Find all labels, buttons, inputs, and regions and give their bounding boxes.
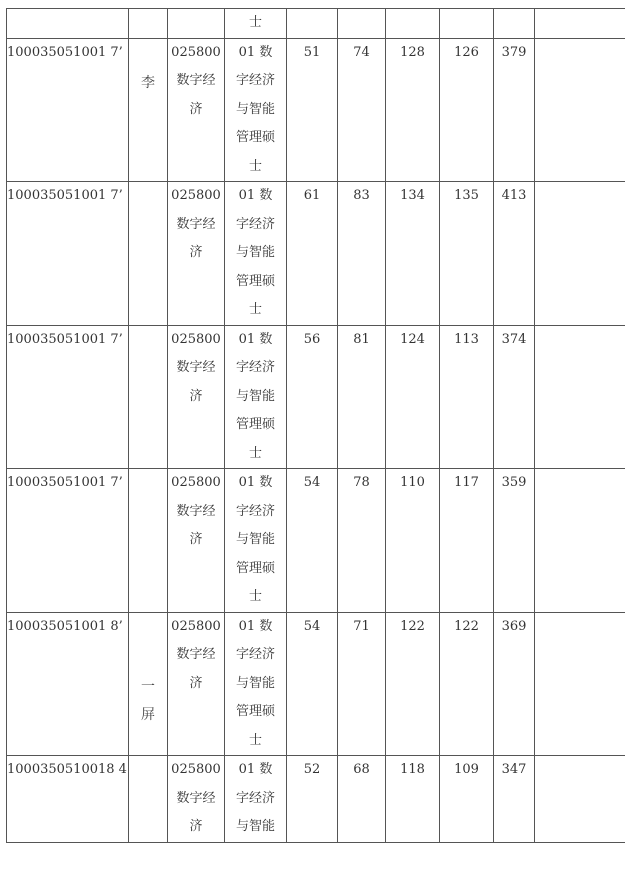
candidate-name: [129, 469, 167, 499]
candidate-name-cell: [129, 469, 168, 613]
major-text: 025800 数字经 济: [171, 44, 221, 117]
score-politics-cell: 54: [287, 612, 338, 756]
direction-text: 01 数 字经济 与智能 管理硕 士: [235, 188, 275, 317]
id-cell: [7, 9, 129, 39]
major-cell: [168, 469, 225, 613]
table-row: [7, 756, 625, 843]
score-subject1-cell: 134: [386, 182, 440, 326]
table-row: [7, 182, 625, 326]
total-score-cell: 369: [494, 612, 535, 756]
remark-cell: [535, 182, 625, 326]
score-foreign-language-cell: 81: [338, 325, 386, 469]
major-text: 025800 数字经 济: [171, 618, 221, 691]
remark-cell: [535, 38, 625, 182]
candidate-id-cell: 100035051001 7’: [7, 469, 129, 613]
major-text: 025800 数字经 济: [171, 188, 221, 260]
score-foreign-language-cell: 78: [338, 469, 386, 613]
direction-cell: [225, 756, 287, 843]
candidate-name: [129, 756, 167, 760]
major-cell: [168, 38, 225, 182]
direction-cell: [225, 182, 287, 326]
candidate-name-cell: [129, 325, 168, 469]
score-subject1-cell: 118: [386, 756, 440, 843]
major-text: 025800 数字经 济: [171, 331, 221, 404]
remark-cell: [535, 612, 625, 756]
candidate-id-cell: 100035051001 8’: [7, 612, 129, 756]
score-foreign-language-cell: 74: [338, 38, 386, 182]
major-cell: [168, 182, 225, 326]
candidate-id-cell: 100035051001 7’: [7, 182, 129, 326]
score-table: [6, 8, 625, 843]
direction-text: 01 数 字经济 与智能 管理硕 士: [235, 331, 275, 461]
candidate-name-cell: [129, 38, 168, 182]
score2-cell: [338, 9, 386, 39]
direction-cell: [225, 38, 287, 182]
direction-text: 01 数 字经济 与智能: [235, 762, 275, 834]
total-cell: [494, 9, 535, 39]
score-politics-cell: 51: [287, 38, 338, 182]
candidate-id-cell: 1000350510018 4: [7, 756, 129, 843]
table-row: [7, 612, 625, 756]
score-foreign-language-cell: 83: [338, 182, 386, 326]
score4-cell: [440, 9, 494, 39]
score-foreign-language-cell: 71: [338, 612, 386, 756]
candidate-name-cell: [129, 612, 168, 756]
remark-cell: [535, 469, 625, 613]
score-politics-cell: 54: [287, 469, 338, 613]
score-subject2-cell: 109: [440, 756, 494, 843]
score3-cell: [386, 9, 440, 39]
total-score-cell: 413: [494, 182, 535, 326]
candidate-name: [129, 182, 167, 212]
candidate-name-cell: [129, 182, 168, 326]
direction-cell: [225, 469, 287, 613]
direction-cell: [225, 612, 287, 756]
remark-cell: [535, 9, 625, 39]
score-politics-cell: 52: [287, 756, 338, 843]
score-subject2-cell: 135: [440, 182, 494, 326]
major-cell: [168, 325, 225, 469]
score1-cell: [287, 9, 338, 39]
candidate-id-cell: 100035051001 7’: [7, 325, 129, 469]
score-politics-cell: 61: [287, 182, 338, 326]
direction-text: 01 数 字经济 与智能 管理硕 士: [235, 44, 275, 174]
table-row-continued: [7, 9, 625, 39]
remark-cell: [535, 756, 625, 843]
score-subject1-cell: 128: [386, 38, 440, 182]
score-subject1-cell: 124: [386, 325, 440, 469]
score-subject2-cell: 122: [440, 612, 494, 756]
score-subject2-cell: 117: [440, 469, 494, 613]
candidate-name: 一 屏: [141, 678, 155, 723]
name-cell: [129, 9, 168, 39]
candidate-name-cell: [129, 756, 168, 843]
total-score-cell: 347: [494, 756, 535, 843]
score-subject1-cell: 110: [386, 469, 440, 613]
table-row: [7, 38, 625, 182]
direction-cell: 士: [225, 9, 287, 39]
major-cell: [168, 756, 225, 843]
table-row: [7, 325, 625, 469]
major-text: 025800 数字经 济: [171, 762, 221, 834]
score-foreign-language-cell: 68: [338, 756, 386, 843]
table-row: [7, 469, 625, 613]
score-subject1-cell: 122: [386, 612, 440, 756]
major-text: 025800 数字经 济: [171, 475, 221, 547]
candidate-id-cell: 100035051001 7’: [7, 38, 129, 182]
score-politics-cell: 56: [287, 325, 338, 469]
candidate-name: [129, 326, 167, 356]
direction-text: 01 数 字经济 与智能 管理硕 士: [235, 618, 275, 748]
total-score-cell: 374: [494, 325, 535, 469]
score-subject2-cell: 113: [440, 325, 494, 469]
total-score-cell: 379: [494, 38, 535, 182]
major-cell: [168, 9, 225, 39]
direction-text: 01 数 字经济 与智能 管理硕 士: [235, 475, 275, 604]
major-cell: [168, 612, 225, 756]
direction-cell: [225, 325, 287, 469]
candidate-name: 李: [141, 74, 155, 91]
total-score-cell: 359: [494, 469, 535, 613]
remark-cell: [535, 325, 625, 469]
score-subject2-cell: 126: [440, 38, 494, 182]
